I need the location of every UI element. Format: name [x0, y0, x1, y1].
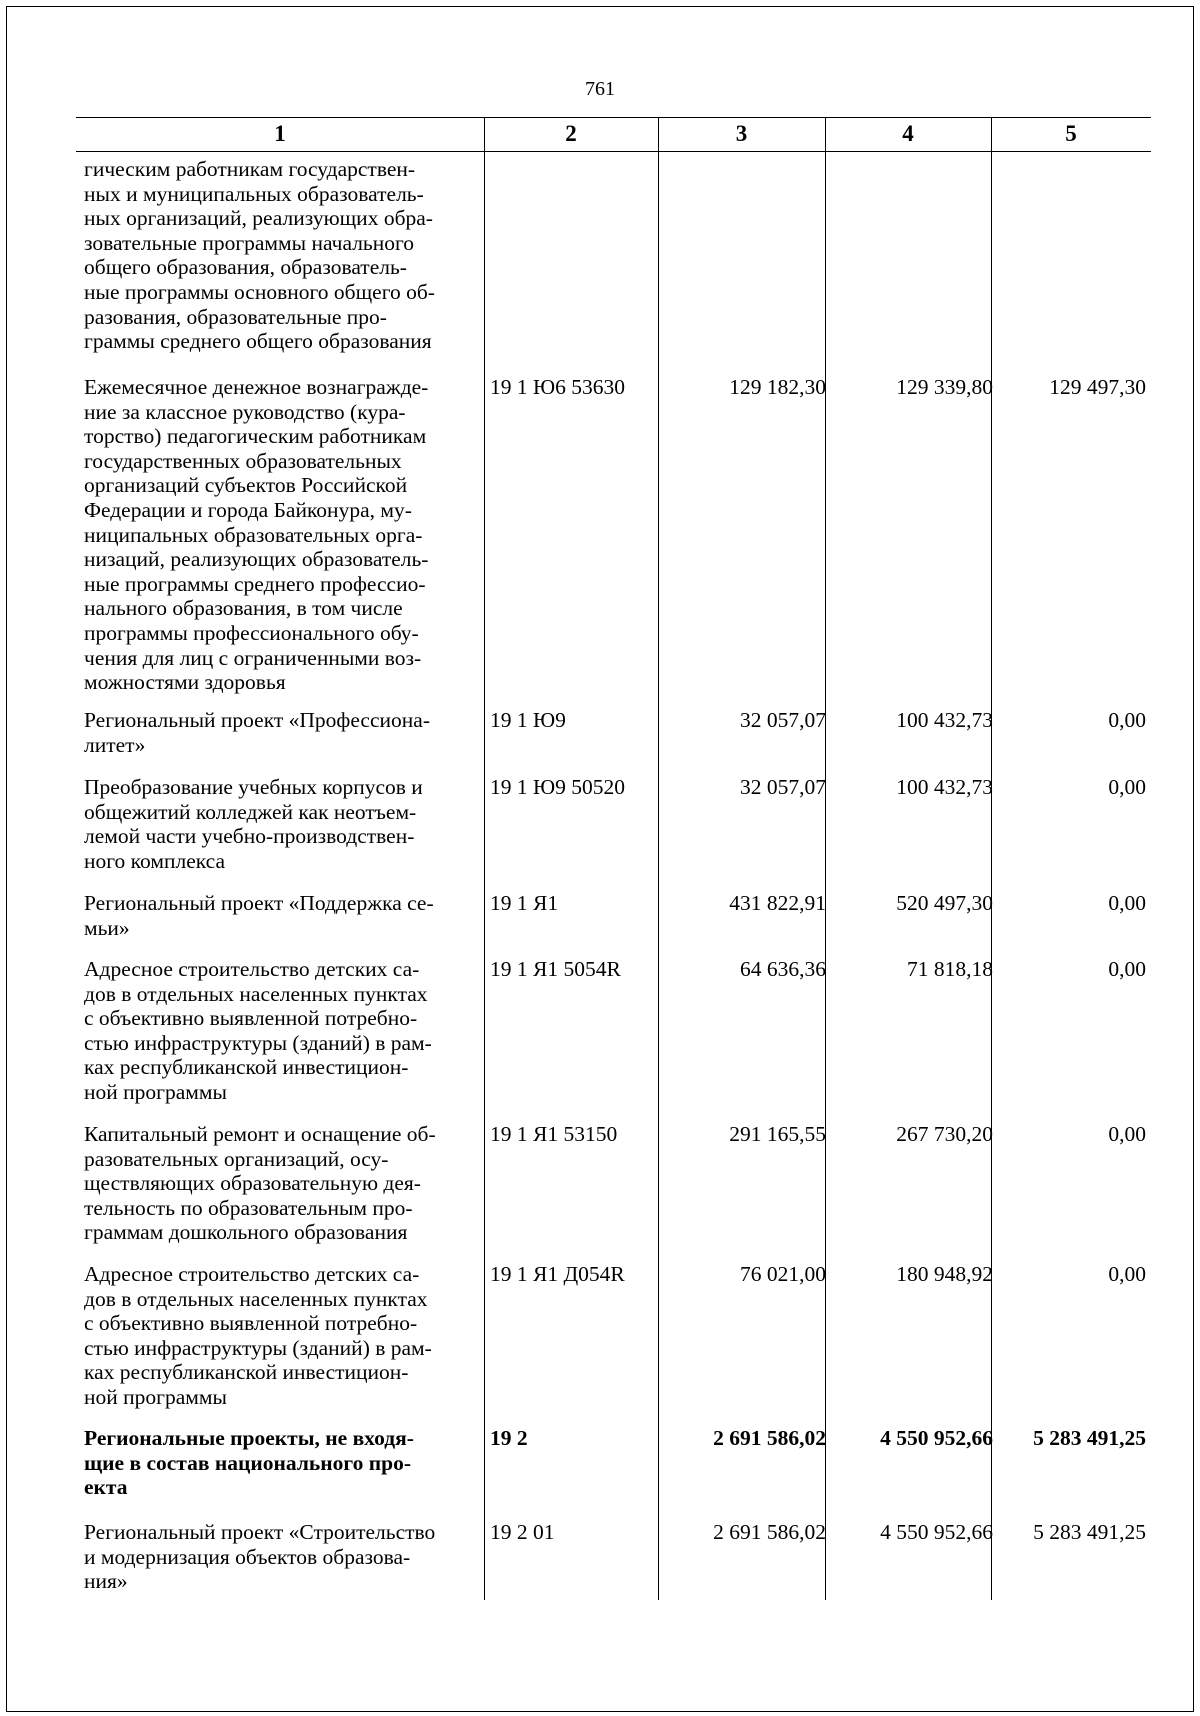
- row-value-col5: 5 283 491,25: [1033, 1426, 1146, 1450]
- column-divider: [484, 117, 485, 1600]
- row-value-col5: 0,00: [1108, 708, 1146, 732]
- row-name: Региональный проект «Поддержка се- мьи»: [84, 891, 434, 940]
- row-value-col3: 129 182,30: [729, 375, 826, 399]
- column-divider: [991, 117, 992, 1600]
- row-name: Адресное строительство детских са- дов в отдельных населенных пунктах с объективно выявленной потребно- стью инфраструктуры (зданий) в рам- ках республиканской инвестицион- ной программы: [84, 957, 432, 1104]
- row-name: Преобразование учебных корпусов и общежитий колледжей как неотъем- лемой части учебно-производствен- ного комплекса: [84, 775, 423, 873]
- page-number: 761: [585, 78, 615, 100]
- row-value-col3: 32 057,07: [740, 775, 826, 799]
- row-value-col3: 32 057,07: [740, 708, 826, 732]
- row-value-col5: 0,00: [1108, 1122, 1146, 1146]
- row-value-col4: 100 432,73: [896, 708, 993, 732]
- row-name: Региональный проект «Строительство и модернизация объектов образова- ния»: [84, 1520, 436, 1594]
- row-value-col3: 2 691 586,02: [713, 1520, 826, 1544]
- row-code: 19 1 Я1 53150: [490, 1122, 618, 1146]
- row-value-col4: 520 497,30: [896, 891, 993, 915]
- row-value-col4: 267 730,20: [896, 1122, 993, 1146]
- row-code: 19 1 Ю9 50520: [490, 775, 625, 799]
- row-code: 19 1 Я1 Д054R: [490, 1262, 625, 1286]
- row-name: Региональный проект «Профессиона- литет»: [84, 708, 430, 757]
- row-name: Капитальный ремонт и оснащение об- разовательных организаций, осу- ществляющих образовательную дея- тельность по образовательным про- граммам дошкольного образования: [84, 1122, 436, 1245]
- row-value-col3: 2 691 586,02: [713, 1426, 826, 1450]
- column-header: 4: [902, 121, 914, 146]
- row-value-col5: 0,00: [1108, 957, 1146, 981]
- row-code: 19 2 01: [490, 1520, 555, 1544]
- row-code: 19 1 Я1 5054R: [490, 957, 621, 981]
- row-value-col3: 291 165,55: [729, 1122, 826, 1146]
- row-name: Ежемесячное денежное вознагражде- ние за классное руководство (кура- торство) педагогическим работникам государственных образовательных организаций субъектов Российской Федерации и города Байконура, му- ниципальных образовательных орга- низаций, реализующих образователь- ные программы среднего профессио- нального образования, в том числе программы профессионального обу- чения для лиц с ограниченными воз- можностями здоровья: [84, 375, 429, 695]
- row-value-col5: 5 283 491,25: [1033, 1520, 1146, 1544]
- row-name: Региональные проекты, не входя- щие в состав национального про- екта: [84, 1426, 414, 1500]
- row-value-col4: 71 818,18: [907, 957, 993, 981]
- row-value-col4: 100 432,73: [896, 775, 993, 799]
- row-value-col5: 0,00: [1108, 775, 1146, 799]
- column-header: 3: [735, 121, 748, 146]
- row-value-col3: 64 636,36: [740, 957, 826, 981]
- row-value-col5: 129 497,30: [1049, 375, 1146, 399]
- row-value-col3: 431 822,91: [729, 891, 826, 915]
- row-value-col4: 129 339,80: [896, 375, 993, 399]
- column-divider: [658, 117, 659, 1600]
- row-value-col5: 0,00: [1108, 1262, 1146, 1286]
- column-header: 2: [565, 121, 577, 146]
- row-code: 19 1 Ю9: [490, 708, 566, 732]
- column-header: 1: [274, 121, 286, 146]
- row-value-col5: 0,00: [1108, 891, 1146, 915]
- row-value-col4: 180 948,92: [896, 1262, 993, 1286]
- column-divider: [825, 117, 826, 1600]
- row-code: 19 2: [490, 1426, 528, 1450]
- row-code: 19 1 Я1: [490, 891, 559, 915]
- row-name: Адресное строительство детских са- дов в отдельных населенных пунктах с объективно выявленной потребно- стью инфраструктуры (зданий) в рам- ках республиканской инвестицион- ной программы: [84, 1262, 432, 1409]
- row-name: гическим работникам государствен- ных и муниципальных образователь- ных организаций, реализующих обра- зовательные программы начального общего образования, образователь- ные программы основного общего об- разования, образовательные про- граммы среднего общего образования: [84, 157, 435, 354]
- table-top-rule: [76, 117, 1151, 118]
- row-code: 19 1 Ю6 53630: [490, 375, 625, 399]
- header-bottom-rule: [76, 151, 1151, 152]
- row-value-col4: 4 550 952,66: [880, 1426, 993, 1450]
- row-value-col4: 4 550 952,66: [880, 1520, 993, 1544]
- budget-table: [76, 117, 1151, 1600]
- column-header: 5: [1065, 121, 1077, 146]
- row-value-col3: 76 021,00: [740, 1262, 826, 1286]
